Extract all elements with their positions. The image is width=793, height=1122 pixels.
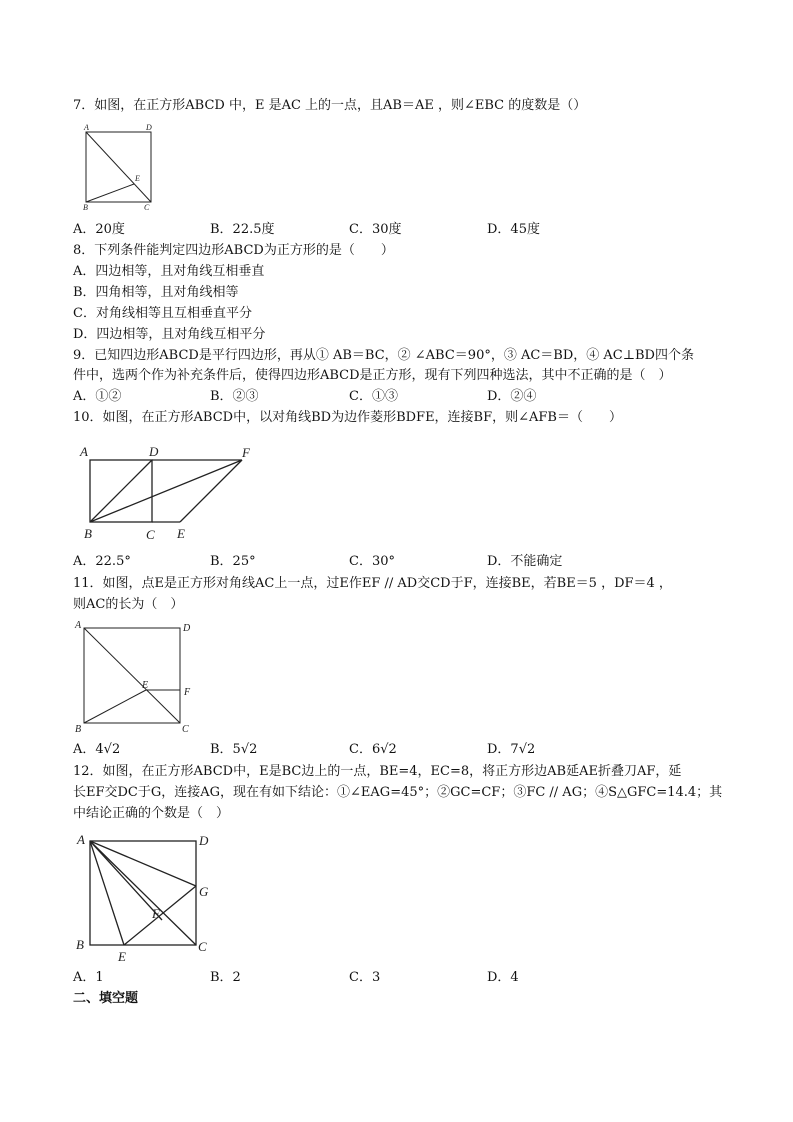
q11-label-b: B: [75, 724, 82, 735]
q7-label-d: D: [146, 123, 152, 132]
q7-label-a: A: [84, 123, 89, 132]
q10-label-b: B: [84, 526, 92, 541]
q7-label-b: B: [83, 203, 88, 212]
q12-figure: [74, 828, 219, 967]
q10-option-c[interactable]: C．30°: [349, 554, 395, 569]
q11-label-f: F: [184, 687, 191, 698]
q8-stem: 8．下列条件能判定四边形ABCD为正方形的是（ ）: [73, 243, 394, 258]
q10-option-a[interactable]: A．22.5°: [73, 554, 131, 569]
q11-label-d: D: [183, 623, 191, 634]
q12-label-d: D: [199, 833, 209, 848]
q10-label-a: A: [80, 444, 88, 459]
q7-label-e: E: [135, 174, 140, 183]
q7-option-a[interactable]: A．20度: [73, 222, 125, 237]
q8-option-a[interactable]: A．四边相等，且对角线互相垂直: [73, 264, 265, 279]
q12-option-d[interactable]: D．4: [487, 970, 519, 985]
q8-option-b[interactable]: B．四角相等，且对角线相等: [73, 285, 239, 300]
q7-figure: [78, 122, 160, 216]
q12-label-g: G: [199, 884, 209, 899]
q12-stem-line-3: 中结论正确的个数是（ ）: [73, 806, 230, 821]
q11-option-a[interactable]: A．4√2: [73, 742, 121, 757]
q12-option-c[interactable]: C．3: [349, 970, 381, 985]
q11-label-c: C: [182, 724, 189, 735]
q11-label-e: E: [142, 680, 149, 691]
q9-stem-line-1: 9．已知四边形ABCD是平行四边形，再从① AB＝BC，② ∠ABC＝90°，③ AC＝BD，④ AC⊥BD四个条: [73, 348, 694, 363]
section-title-fill-in-blank: 二、填空题: [73, 991, 139, 1006]
q8-option-d[interactable]: D．四边相等，且对角线互相平分: [73, 327, 266, 342]
q10-option-d[interactable]: D．不能确定: [487, 554, 563, 569]
q10-option-b[interactable]: B．25°: [210, 554, 256, 569]
q12-label-c: C: [198, 939, 207, 954]
q11-option-b[interactable]: B．5√2: [210, 742, 258, 757]
q12-label-a: A: [77, 832, 85, 847]
q12-option-a[interactable]: A．1: [73, 970, 104, 985]
q7-label-c: C: [144, 203, 150, 212]
q10-label-c: C: [146, 527, 155, 542]
q11-stem-line-2: 则AC的长为（ ）: [73, 597, 184, 612]
q12-label-e: E: [118, 949, 126, 963]
q11-stem-line-1: 11．如图，点E是正方形对角线AC上一点，过E作EF // AD交CD于F，连接BE，若BE＝5 ，DF＝4 ，: [73, 576, 672, 591]
q12-stem-line-1: 12．如图，在正方形ABCD中，E是BC边上的一点，BE=4，EC=8，将正方形边AB延AE折叠刀AF，延: [73, 764, 682, 779]
q7-option-c[interactable]: C．30度: [349, 222, 402, 237]
q9-option-d[interactable]: D．②④: [487, 389, 537, 404]
q9-option-a[interactable]: A．①②: [73, 389, 122, 404]
q7-option-b[interactable]: B．22.5度: [210, 222, 275, 237]
q10-label-f: F: [242, 445, 250, 460]
q12-label-f: F: [152, 906, 160, 921]
q7-option-d[interactable]: D．45度: [487, 222, 540, 237]
q10-label-e: E: [177, 526, 185, 541]
q10-figure: [74, 442, 264, 546]
q10-stem: 10．如图，在正方形ABCD中，以对角线BD为边作菱形BDFE，连接BF，则∠AFB＝（ ）: [73, 410, 622, 425]
q11-option-c[interactable]: C．6√2: [349, 742, 397, 757]
q12-stem-line-2: 长EF交DC于G，连接AG，现在有如下结论：①∠EAG=45°；②GC=CF；③FC // AG；④S△GFC=14.4；其: [73, 785, 723, 800]
q11-label-a: A: [75, 620, 82, 631]
q10-label-d: D: [149, 444, 159, 459]
q7-stem: 7．如图，在正方形ABCD 中，E 是AC 上的一点，且AB＝AE ，则∠EBC 的度数是（）: [73, 98, 587, 113]
q9-option-b[interactable]: B．②③: [210, 389, 259, 404]
q12-option-b[interactable]: B．2: [210, 970, 241, 985]
q8-option-c[interactable]: C．对角线相等且互相垂直平分: [73, 306, 252, 321]
q9-stem-line-2: 件中，选两个作为补充条件后，使得四边形ABCD是正方形，现有下列四种选法，其中不正确的是（ ）: [73, 368, 672, 383]
q9-option-c[interactable]: C．①③: [349, 389, 398, 404]
q11-figure: [74, 618, 199, 740]
q12-label-b: B: [76, 937, 84, 952]
q11-option-d[interactable]: D．7√2: [487, 742, 536, 757]
